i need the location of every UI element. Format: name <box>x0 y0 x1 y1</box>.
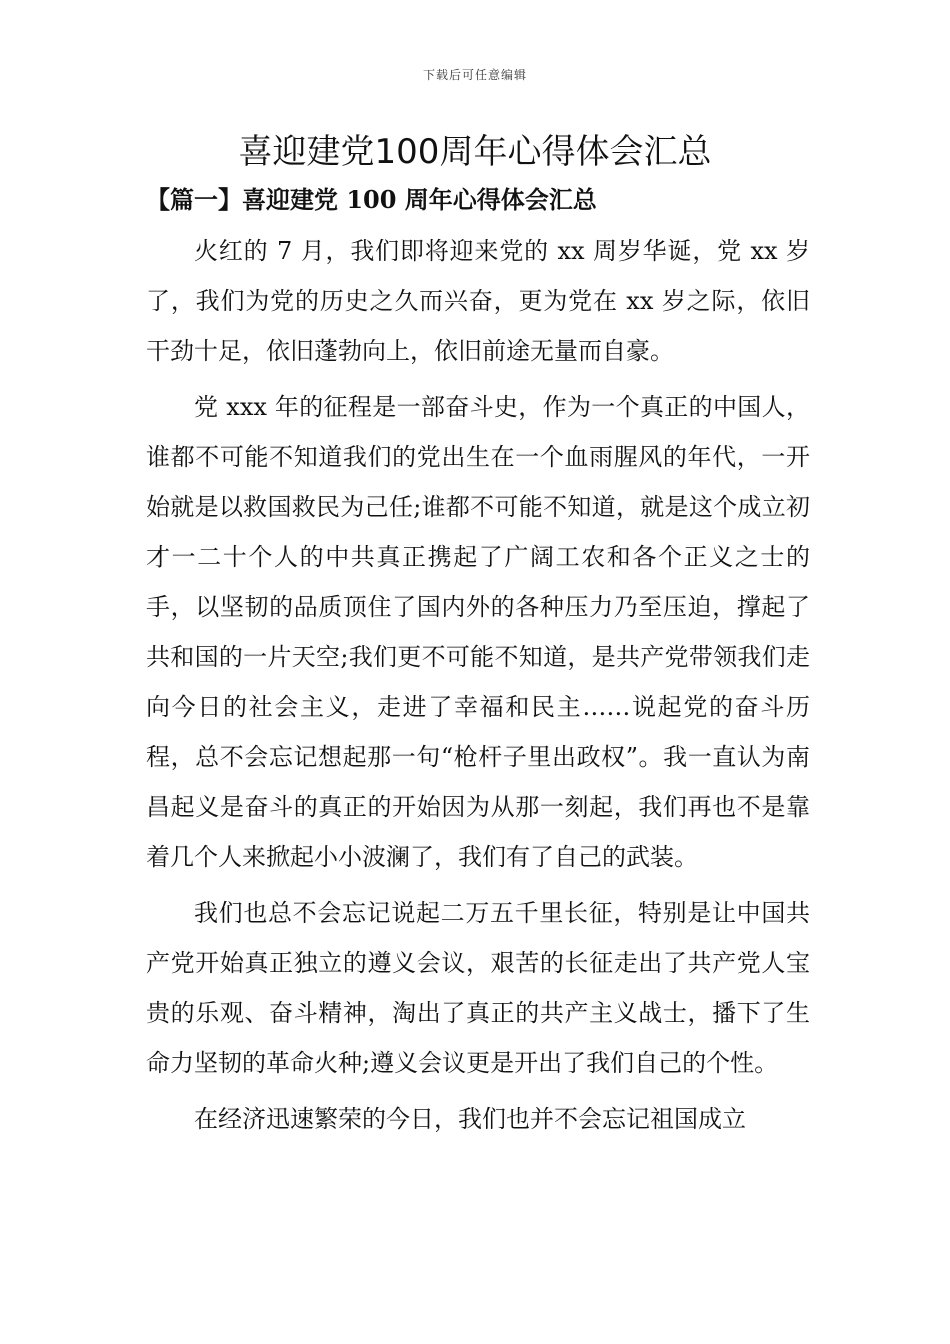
document-body <box>146 226 810 1144</box>
header-note: 下载后可任意编辑 <box>422 68 527 82</box>
paragraph-3: 我们也总不会忘记说起二万五千里长征，特别是让中国共产党开始真正独立的遵义会议，艰苦的长征走出了共产党人宝贵的乐观、奋斗精神，淘出了真正的共产主义战士，播下了生命力坚韧的革命火种;遵义会议更是开出了我们自己的个性。 <box>146 899 810 1077</box>
paragraph-1: 火红的 7 月，我们即将迎来党的 xx 周岁华诞，党 xx 岁了，我们为党的历史之久而兴奋，更为党在 xx 岁之际，依旧干劲十足，依旧蓬勃向上，依旧前途无量而自豪。 <box>146 237 810 365</box>
paragraph-4: 在经济迅速繁荣的今日，我们也并不会忘记祖国成立 <box>194 1105 746 1133</box>
document-title: 喜迎建党100周年心得体会汇总 <box>238 132 712 172</box>
paragraph-2: 党 xxx 年的征程是一部奋斗史，作为一个真正的中国人，谁都不可能不知道我们的党出生在一个血雨腥风的年代，一开始就是以救国救民为己任;谁都不可能不知道，就是这个成立初才一二十个人的中共真正携起了广阔工农和各个正义之士的手，以坚韧的品质顶住了国内外的各种压力乃至压迫，撑起了共和国的一片天空;我们更不可能不知道，是共产党带领我们走向今日的社会主义，走进了幸福和民主……说起党的奋斗历程，总不会忘记想起那一句“枪杆子里出政权”。我一直认为南昌起义是奋斗的真正的开始因为从那一刻起，我们再也不是靠着几个人来掀起小小波澜了，我们有了自己的武装。 <box>146 393 810 871</box>
section-heading: 【篇一】喜迎建党 100 周年心得体会汇总 <box>146 185 597 214</box>
